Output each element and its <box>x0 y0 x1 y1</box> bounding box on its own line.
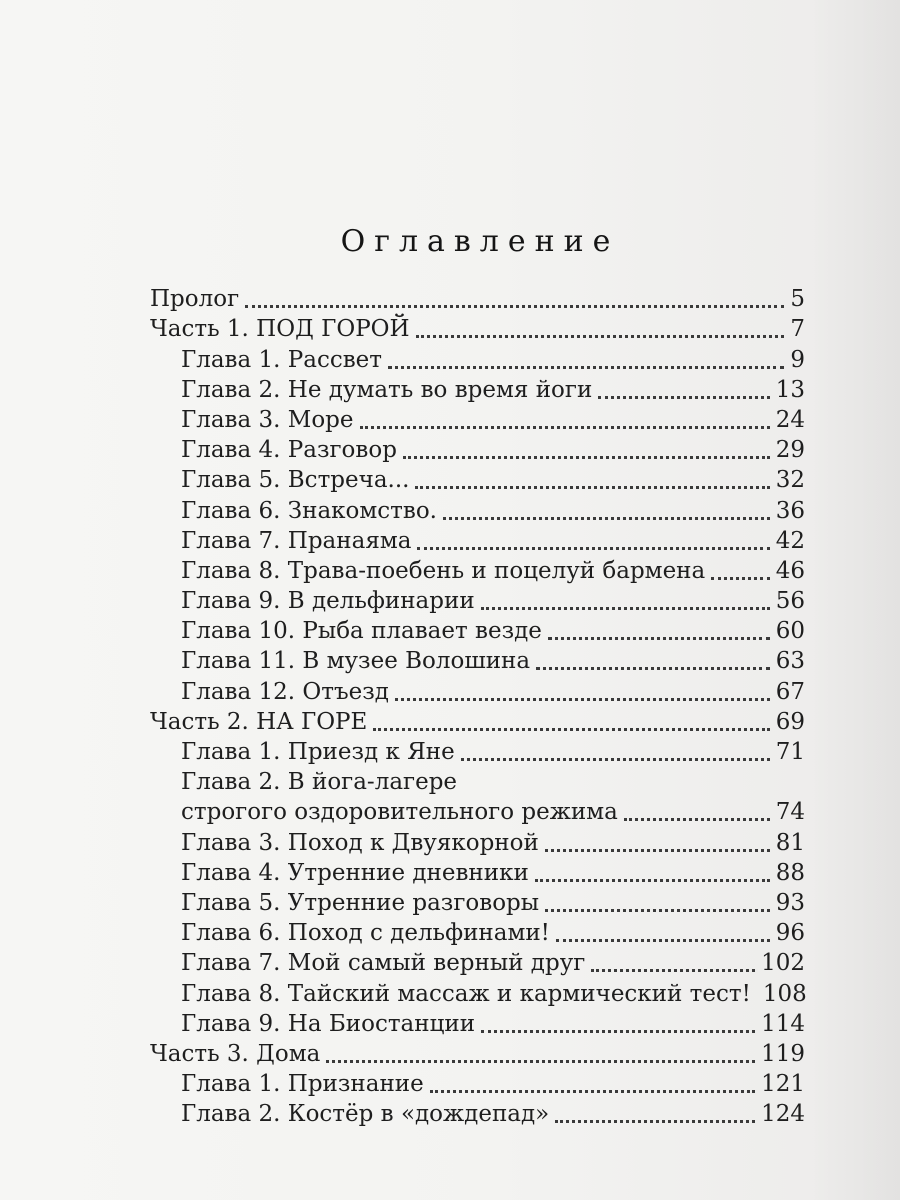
toc-entry-label: Глава 2. Костёр в «дождепад» <box>181 1101 550 1128</box>
dot-leader <box>481 607 770 610</box>
toc-entry-label: Глава 1. Приезд к Яне <box>181 739 455 765</box>
toc-entry-page: 102 <box>761 950 805 977</box>
toc-entry-chapter <box>145 1009 805 1039</box>
dot-leader <box>461 758 770 761</box>
toc-entry-label: Глава 1. Признание <box>181 1071 424 1098</box>
toc-entry-label: Глава 5. Встреча... <box>181 467 410 494</box>
toc-entry-label: строгого оздоровительного режима <box>181 799 618 826</box>
toc-entry-label: Глава 8. Трава-поебень и поцелуй бармена <box>181 557 706 584</box>
toc-entry-chapter <box>145 978 805 1008</box>
dot-leader <box>430 1090 755 1093</box>
toc-entry-label: Глава 7. Мой самый верный друг <box>181 950 586 977</box>
toc-entry-label: Глава 10. Рыба плавает везде <box>181 618 542 645</box>
dot-leader <box>415 486 769 489</box>
toc-entry-chapter <box>145 435 805 465</box>
toc-entry-part-3 <box>145 1039 805 1069</box>
page-edge-shadow <box>810 0 900 1200</box>
dot-leader <box>556 939 770 942</box>
toc-entry-page: 29 <box>775 437 805 464</box>
toc-entry-page: 119 <box>761 1040 805 1067</box>
toc-entry-label: Глава 6. Знакомство. <box>181 497 437 524</box>
toc-entry-label: Глава 5. Утренние разговоры <box>181 889 540 916</box>
toc-entry-page: 88 <box>775 859 805 886</box>
toc-entry-page: 36 <box>775 497 805 524</box>
dot-leader <box>416 335 785 338</box>
toc-entry-page: 121 <box>761 1071 805 1098</box>
toc-entry-chapter <box>145 948 805 978</box>
dot-leader <box>536 667 770 670</box>
toc-entry-page: 67 <box>775 678 805 705</box>
toc-entry-page: 9 <box>790 346 805 373</box>
toc-entry-page: 71 <box>775 739 805 765</box>
toc-entry-page: 114 <box>761 1010 805 1037</box>
dot-leader <box>443 517 770 520</box>
dot-leader <box>711 577 769 580</box>
toc-entry-page: 5 <box>790 286 805 313</box>
toc-entry-page: 69 <box>775 708 805 735</box>
toc-entry-page: 46 <box>775 557 805 584</box>
toc-entry-chapter <box>145 556 805 586</box>
dot-leader <box>545 909 770 912</box>
toc-entry-chapter <box>145 405 805 435</box>
toc-entry-page: 42 <box>775 527 805 554</box>
toc-entry-page: 108 <box>762 980 807 1007</box>
toc-entry-page: 81 <box>775 829 805 856</box>
toc-entry-chapter <box>145 888 805 918</box>
toc-entry-page: 32 <box>775 467 805 494</box>
dot-leader <box>548 637 770 640</box>
dot-leader <box>326 1060 755 1063</box>
toc-entry-chapter <box>145 1099 805 1129</box>
toc-entry-chapter <box>145 827 805 857</box>
dot-leader <box>388 366 784 369</box>
toc-entry-label: Глава 6. Поход с дельфинами! <box>181 920 550 947</box>
toc-entry-label: Глава 8. Тайский массаж и кармический тест! <box>181 980 751 1007</box>
dot-leader <box>373 728 769 731</box>
dot-leader <box>481 1030 755 1033</box>
toc-entry-chapter <box>145 495 805 525</box>
toc-title: Оглавление <box>340 224 620 259</box>
toc-entry-label: Часть 3. Дома <box>150 1040 321 1067</box>
toc-entry-label: Глава 12. Отъезд <box>181 678 389 705</box>
toc-entry-chapter-continuation <box>145 797 805 827</box>
toc-entry-chapter <box>145 526 805 556</box>
toc-entry-chapter <box>145 858 805 888</box>
dot-leader <box>624 818 770 821</box>
toc-entry-chapter <box>145 375 805 405</box>
dot-leader <box>395 698 770 701</box>
dot-leader <box>245 305 784 308</box>
toc-entry-chapter <box>145 344 805 374</box>
toc-entry-label: Глава 9. На Биостанции <box>181 1010 476 1037</box>
toc-entry-chapter <box>145 676 805 706</box>
toc-entry-page: 7 <box>790 316 805 343</box>
toc-entry-label: Глава 11. В музее Волошина <box>181 648 531 675</box>
toc-entry-page: 93 <box>775 889 805 916</box>
toc-entry-page: 60 <box>775 618 805 645</box>
dot-leader <box>417 547 769 550</box>
toc-entry-label: Глава 2. Не думать во время йоги <box>181 376 593 403</box>
toc-entry-part-2 <box>145 707 805 737</box>
toc-entry-prologue <box>145 284 805 314</box>
dot-leader <box>360 426 770 429</box>
toc-entry-page: 124 <box>761 1101 805 1128</box>
toc-entry-chapter <box>145 586 805 616</box>
toc-entry-label: Глава 3. Поход к Двуякорной <box>181 829 539 856</box>
toc-entry-chapter <box>145 616 805 646</box>
toc-entry-chapter-first-line <box>145 767 805 797</box>
toc-entry-chapter <box>145 918 805 948</box>
dot-leader <box>598 396 769 399</box>
dot-leader <box>535 879 770 882</box>
toc-entry-label: Глава 9. В дельфинарии <box>181 588 475 615</box>
toc-entry-page: 74 <box>775 799 805 826</box>
table-of-contents <box>145 284 805 1129</box>
toc-entry-label: Глава 4. Разговор <box>181 437 397 464</box>
toc-entry-label: Глава 7. Пранаяма <box>181 527 412 554</box>
toc-entry-page: 63 <box>775 648 805 675</box>
toc-entry-chapter <box>145 1069 805 1099</box>
toc-entry-label: Глава 2. В йога-лагере <box>181 769 458 796</box>
toc-entry-chapter <box>145 646 805 676</box>
toc-entry-chapter <box>145 737 805 767</box>
toc-entry-chapter <box>145 465 805 495</box>
toc-entry-page: 96 <box>775 920 805 947</box>
toc-entry-label: Часть 1. ПОД ГОРОЙ <box>150 316 410 343</box>
dot-leader <box>545 849 770 852</box>
toc-entry-label: Часть 2. НА ГОРЕ <box>150 708 368 735</box>
toc-entry-page: 24 <box>775 406 805 433</box>
toc-entry-page: 13 <box>775 376 805 403</box>
toc-entry-page: 56 <box>775 588 805 615</box>
dot-leader <box>555 1120 755 1123</box>
toc-entry-label: Глава 4. Утренние дневники <box>181 859 529 886</box>
toc-entry-label: Глава 3. Море <box>181 406 354 433</box>
dot-leader <box>591 969 755 972</box>
toc-entry-part-1 <box>145 314 805 344</box>
toc-entry-label: Пролог <box>150 286 240 313</box>
dot-leader <box>403 456 770 459</box>
toc-entry-label: Глава 1. Рассвет <box>181 346 383 373</box>
